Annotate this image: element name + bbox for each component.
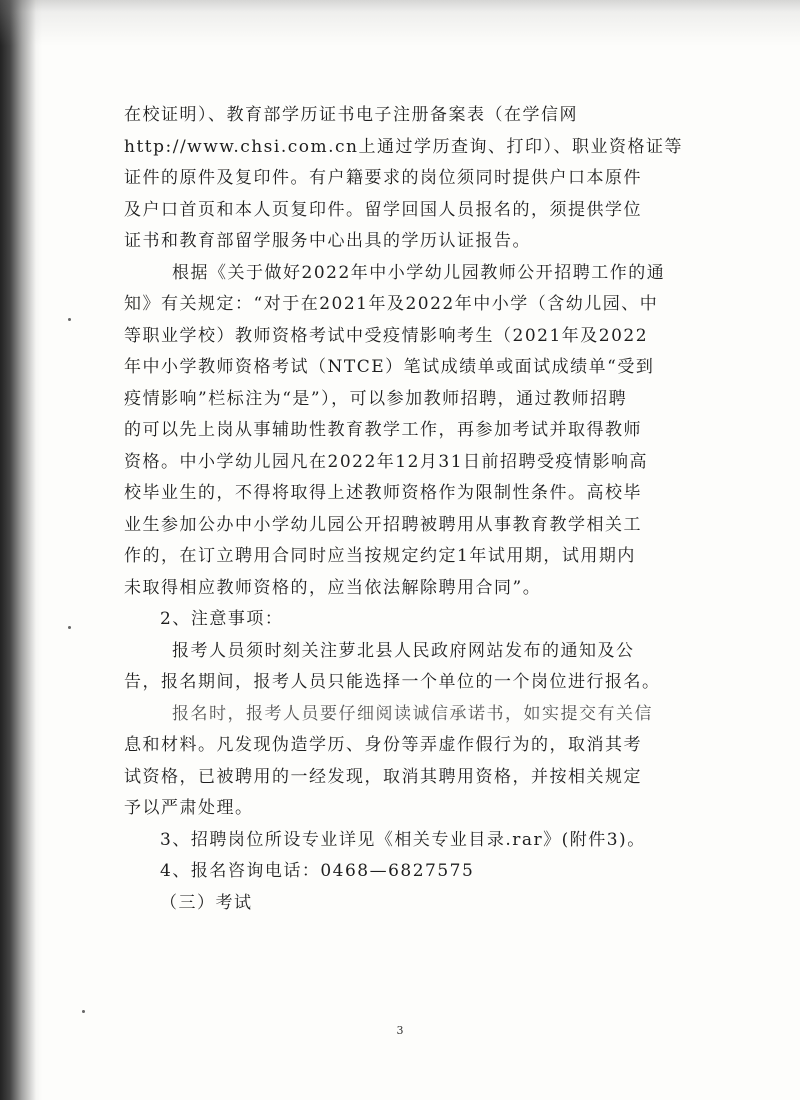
paragraph-start: 报名时，报考人员要仔细阅读诚信承诺书，如实提交有关信 — [172, 703, 653, 724]
text-line: 作的，在订立聘用合同时应当按规定约定1年试用期，试用期内 — [124, 546, 636, 566]
text-line: 校毕业生的，不得将取得上述教师资格作为限制性条件。高校毕 — [124, 483, 642, 503]
scan-speck — [68, 318, 71, 321]
text-line: 未取得相应教师资格的，应当依法解除聘用合同”。 — [124, 577, 542, 598]
page-number: 3 — [396, 1024, 404, 1037]
section-heading-exam: （三）考试 — [160, 892, 253, 913]
scan-speck — [68, 626, 71, 629]
text-line: 疫情影响”栏标注为“是”），可以参加教师招聘，通过教师招聘 — [124, 388, 628, 409]
text-line: http://www.chsi.com.cn上通过学历查询、打印）、职业资格证等 — [124, 136, 684, 157]
scan-speck — [82, 1010, 85, 1013]
text-line: 年中小学教师资格考试（NTCE）笔试成绩单或面试成绩单“受到 — [124, 357, 655, 377]
text-line: 息和材料。凡发现伪造学历、身份等弄虚作假行为的，取消其考 — [124, 735, 642, 755]
text-line: 证件的原件及复印件。有户籍要求的岗位须同时提供户口本原件 — [124, 168, 642, 188]
text-line: 等职业学校）教师资格考试中受疫情影响考生（2021年及2022 — [124, 325, 649, 346]
text-line: 在校证明）、教育部学历证书电子注册备案表（在学信网 — [124, 105, 578, 125]
text-line: 试资格，已被聘用的一经发现，取消其聘用资格，并按相关规定 — [124, 766, 642, 787]
scan-shadow-top — [0, 0, 800, 46]
text-line: 及户口首页和本人页复印件。留学回国人员报名的，须提供学位 — [124, 199, 642, 220]
paragraph-start: 根据《关于做好2022年中小学幼儿园教师公开招聘工作的通 — [172, 262, 666, 283]
paragraph-start: 报考人员须时刻关注萝北县人民政府网站发布的通知及公 — [172, 640, 635, 661]
scan-shadow-left — [0, 0, 42, 1100]
list-item-majors: 3、招聘岗位所设专业详见《相关专业目录.rar》(附件3)。 — [160, 829, 646, 850]
text-line: 知》有关规定：“对于在2021年及2022年中小学（含幼儿园、中 — [124, 294, 659, 314]
text-line: 予以严肃处理。 — [124, 798, 254, 818]
text-line: 的可以先上岗从事辅助性教育教学工作，再参加考试并取得教师 — [124, 420, 642, 440]
text-line: 证书和教育部留学服务中心出具的学历认证报告。 — [124, 231, 531, 251]
text-line: 告，报名期间，报考人员只能选择一个单位的一个岗位进行报名。 — [124, 672, 661, 692]
text-line: 资格。中小学幼儿园凡在2022年12月31日前招聘受疫情影响高 — [124, 451, 649, 472]
section-heading-notes: 2、注意事项： — [160, 609, 284, 629]
text-line: 业生参加公办中小学幼儿园公开招聘被聘用从事教育教学相关工 — [124, 514, 642, 535]
list-item-phone: 4、报名咨询电话：0468—6827575 — [160, 861, 475, 881]
document-page — [124, 100, 720, 919]
